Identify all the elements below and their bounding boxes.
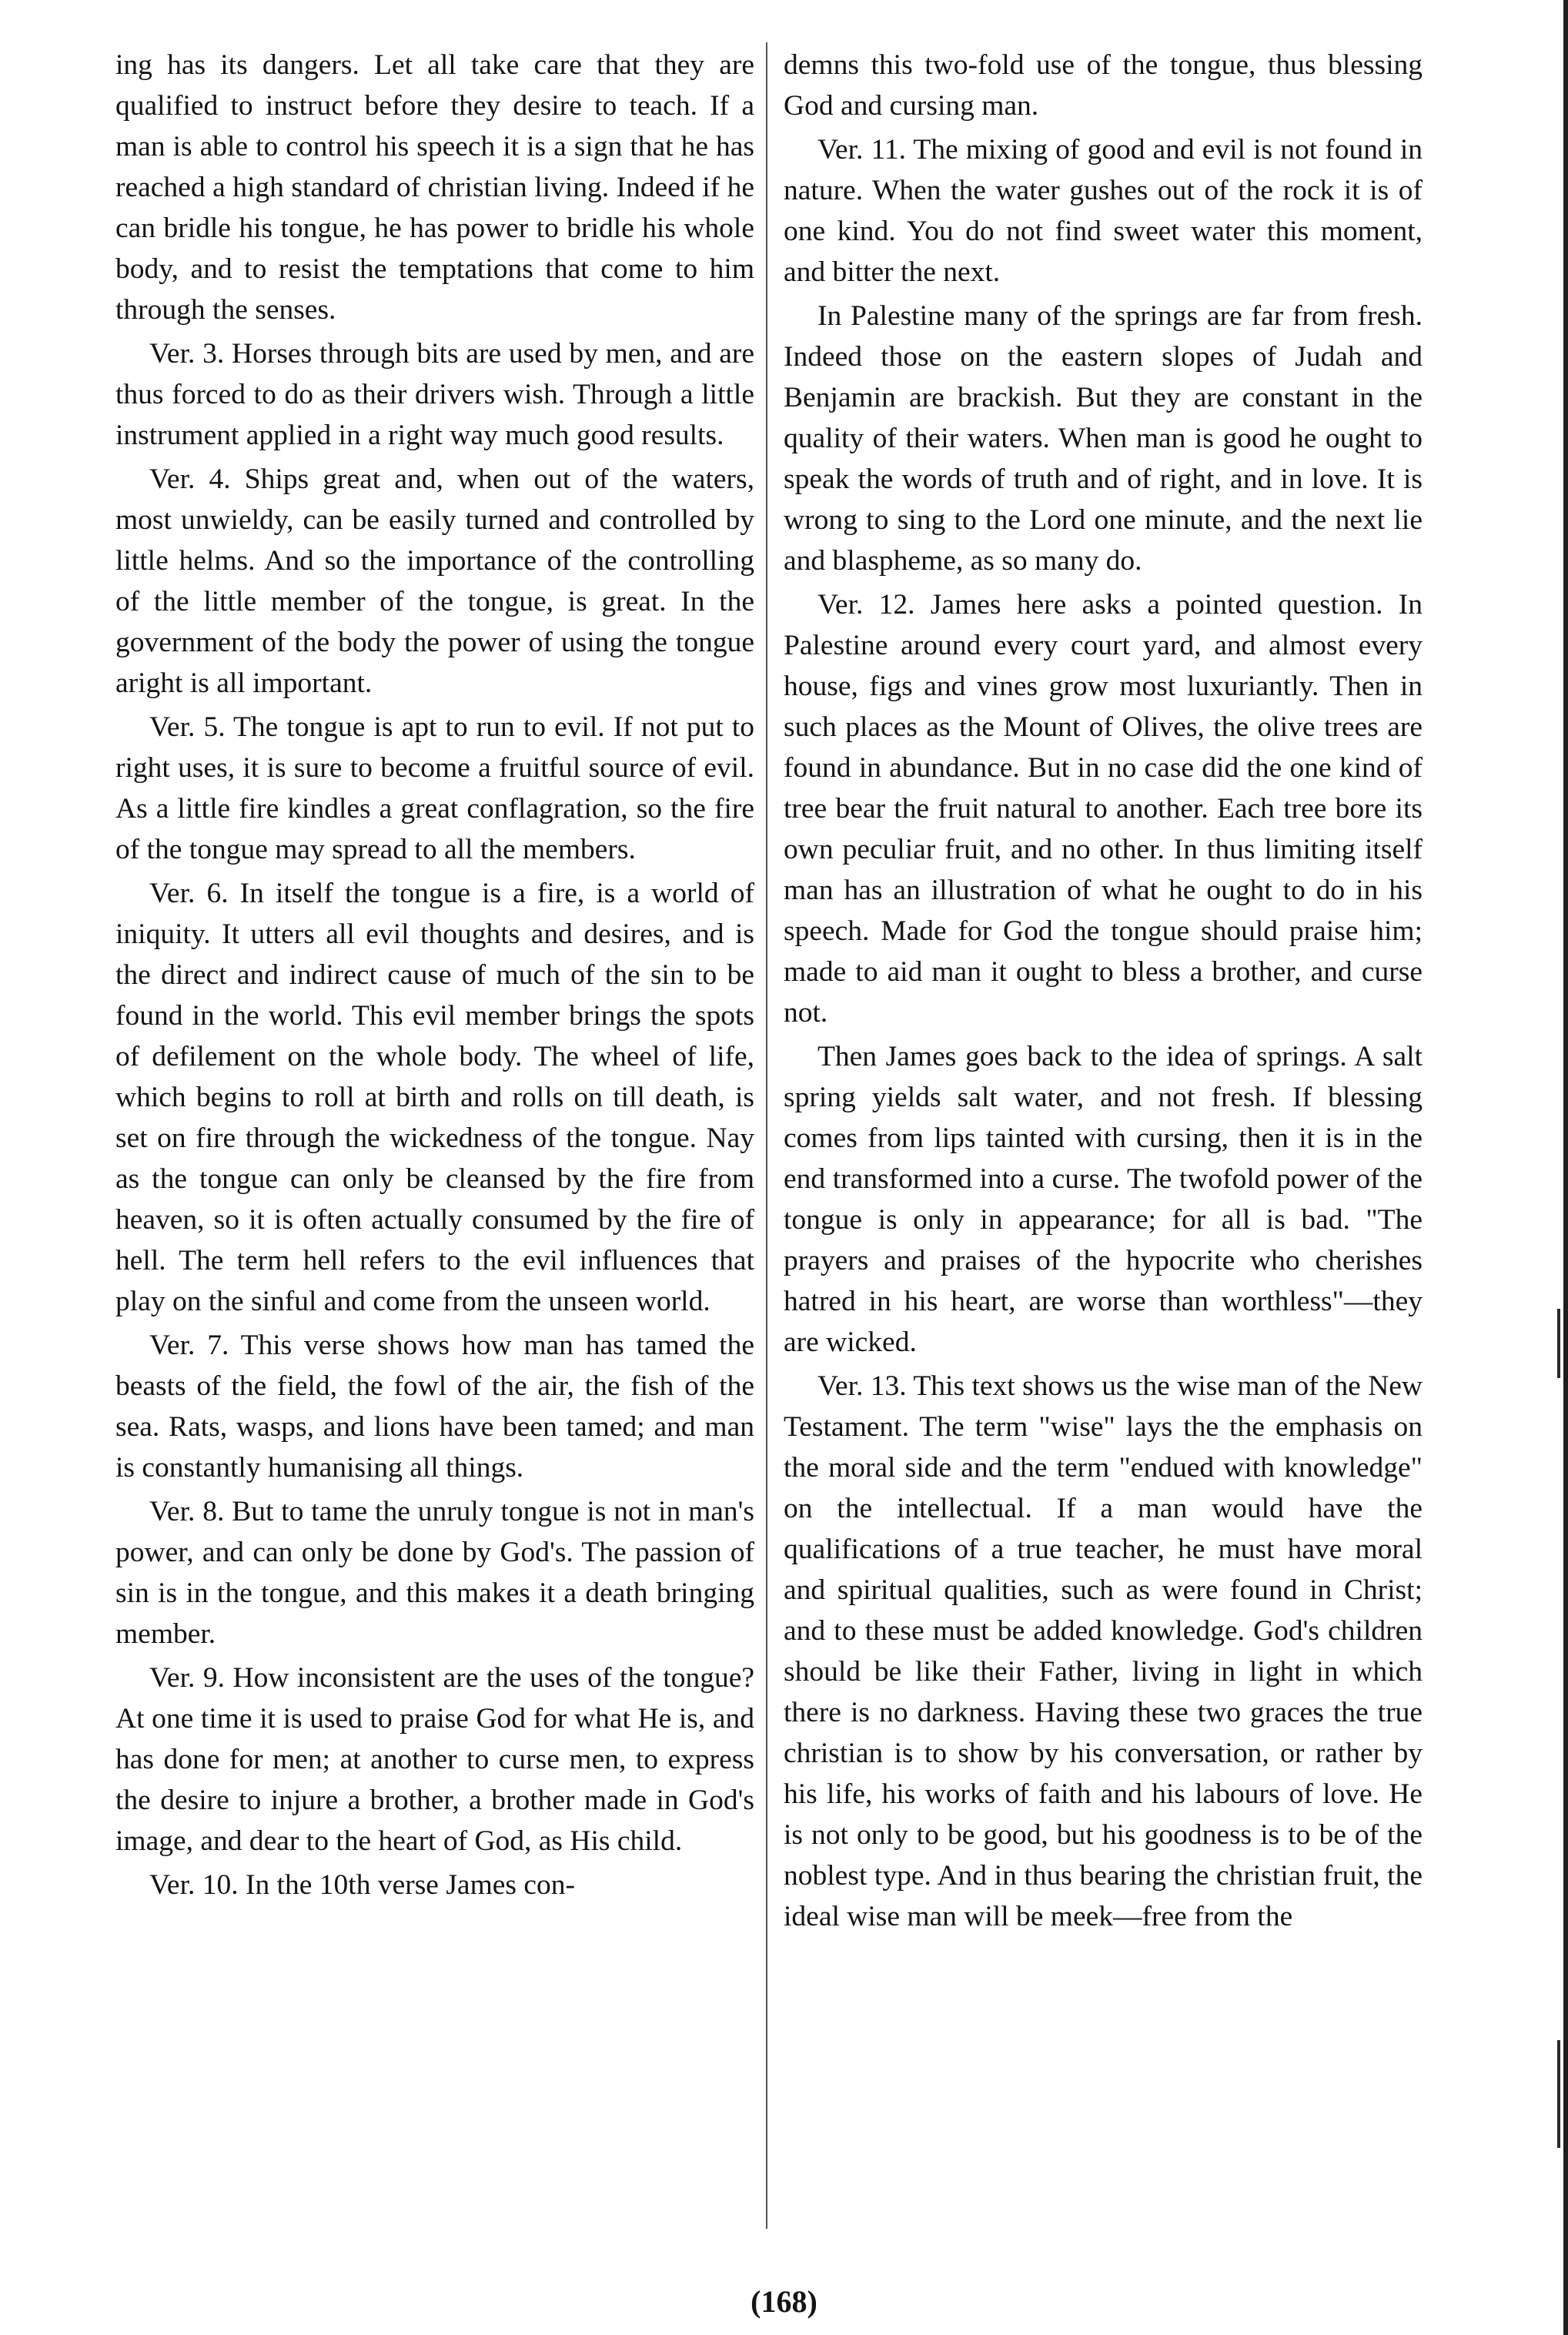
paragraph: Ver. 12. James here asks a pointed question. In Palestine around every court yard, and almost every house, figs and vines grow most luxuriantly. Then in such places as the Mount of Olives, the olive trees are found in abundance. But in no case did the one kind of tree bear the fruit natural to another. Each tree bore its own peculiar fruit, and no other. In thus limiting itself man has an illustration of what he ought to do in his speech. Made for God the tongue should praise him; made to aid man it ought to bless a brother, and curse not. [784,589,1423,1029]
paragraph: Ver. 6. In itself the tongue is a fire, is a world of iniquity. It utters all evil thoughts and desires, and is the direct and indirect cause of much of the sin to be found in the world. This evil member brings the spots of defilement on the whole body. The wheel of life, which begins to roll at birth and rolls on till death, is set on fire through the wickedness of the tongue. Nay as the tongue can only be cleansed by the fire from heaven, so it is often actually consumed by the fire of hell. The term hell refers to the evil influences that play on the sinful and come from the unseen world. [115,878,754,1317]
paragraph: Then James goes back to the idea of springs. A salt spring yields salt water, and not fresh. If blessing comes from lips tainted with cursing, then it is in the end transformed into a curse. The twofold power of the tongue is only in appearance; for all is bad. "The prayers and praises of the hypocrite who cherishes hatred in his heart, are worse than worthless"—they are wicked. [784,1041,1423,1358]
paragraph: Ver. 11. The mixing of good and evil is not found in nature. When the water gushes out of the rock it is of one kind. You do not find sweet water this moment, and bitter the next. [784,134,1423,288]
paragraph: ing has its dangers. Let all take care that they are qualified to instruct before they desire to teach. If a man is able to control his speech it is a sign that he has reached a high standard of christian living. Indeed if he can bridle his tongue, he has power to bridle his whole body, and to resist the temptations that come to him through the senses. [115,49,754,326]
edge-mark [1557,1309,1560,1378]
page-number: (168) [751,2284,817,2319]
paragraph: In Palestine many of the springs are far from fresh. Indeed those on the eastern slopes of Judah and Benjamin are brackish. But they are constant in the quality of their waters. When man is good he ought to speak the words of truth and of right, and in love. It is wrong to sing to the Lord one minute, and the next lie and blaspheme, as so many do. [784,300,1423,577]
column-divider [766,42,767,2229]
paragraph: Ver. 4. Ships great and, when out of the waters, most unwieldy, can be easily turned and controlled by little helms. And so the importance of the controlling of the little member of the tongue, is great. In the government of the body the power of using the tongue aright is all important. [115,463,754,699]
paragraph: Ver. 7. This verse shows how man has tamed the beasts of the field, the fowl of the air, the fish of the sea. Rats, wasps, and lions have been tamed; and man is constantly humanising all things. [115,1330,754,1484]
paragraph: Ver. 13. This text shows us the wise man of the New Testament. The term "wise" lays the the emphasis on the moral side and the term "endued with knowledge" on the intellectual. If a man would have the qualifications of a true teacher, he must have moral and spiritual qualities, such as were found in Christ; and to these must be added knowledge. God's children should be like their Father, living in light in which there is no darkness. Having these two graces the true christian is to show by his conversation, or rather by his life, his works of faith and his labours of love. He is not only to be good, but his goodness is to be of the noblest type. And in thus bearing the christian fruit, the ideal wise man will be meek—free from the [784,1370,1423,1932]
paragraph: Ver. 8. But to tame the unruly tongue is not in man's power, and can only be done by God's. The passion of sin is in the tongue, and this makes it a death bringing member. [115,1496,754,1650]
paragraph: Ver. 10. In the 10th verse James con- [149,1869,575,1901]
edge-mark [1557,2040,1560,2148]
paragraph: Ver. 9. How inconsistent are the uses of the tongue? At one time it is used to praise God for what He is, and has done for men; at another to curse men, to express the desire to injure a brother, a brother made in God's image, and dear to the heart of God, as His child. [115,1662,754,1857]
paragraph: demns this two-fold use of the tongue, thus blessing God and cursing man. [784,49,1423,122]
right-column [784,45,1423,1937]
left-column [115,45,754,1905]
paragraph: Ver. 5. The tongue is apt to run to evil. If not put to right uses, it is sure to become a fruitful source of evil. As a little fire kindles a great conflagration, so the fire of the tongue may spread to all the members. [115,711,754,865]
paragraph: Ver. 3. Horses through bits are used by men, and are thus forced to do as their drivers wish. Through a little instrument applied in a right way much good results. [115,338,754,451]
page-edge-shadow [1563,0,1568,2335]
